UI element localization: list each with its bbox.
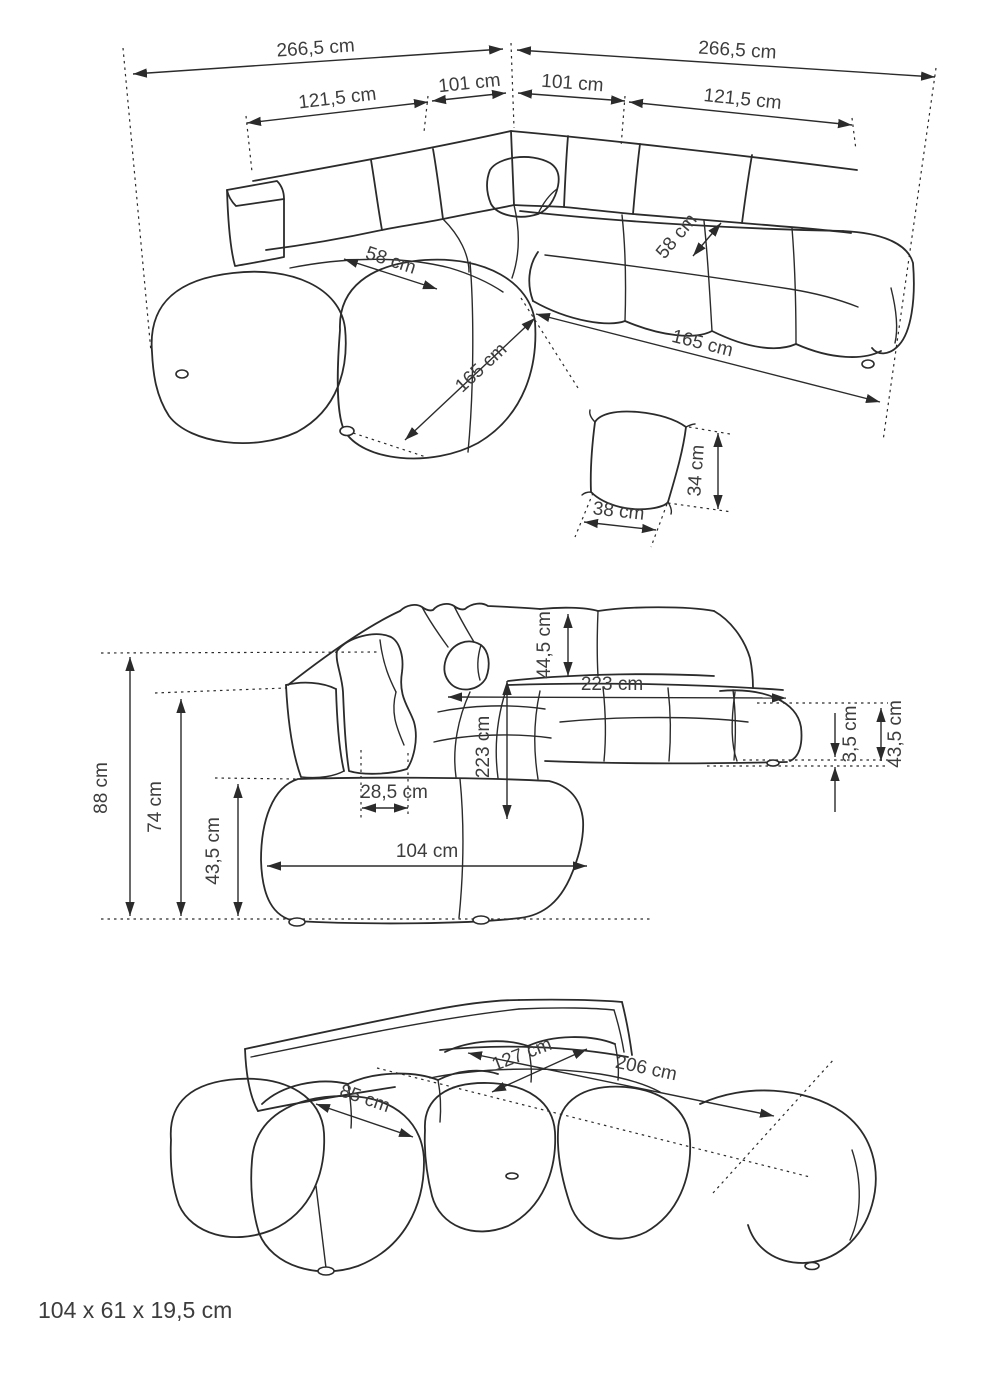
dim-top-total-width-right <box>517 38 935 77</box>
dim-label: 101 cm <box>540 70 605 97</box>
dim-label: 28,5 cm <box>360 782 428 803</box>
dim-front-back-cushion-height <box>534 611 568 679</box>
front-view <box>91 604 906 926</box>
dim-label: 121,5 cm <box>702 85 783 114</box>
dim-label: 165 cm <box>451 339 512 397</box>
dim-label: 223 cm <box>580 674 644 695</box>
sofa-leg <box>506 1173 518 1179</box>
backrest-bottom-edge <box>266 205 851 250</box>
dim-top-front-length-right <box>536 314 880 402</box>
dim-top-total-width-left <box>133 35 503 74</box>
bottom-view <box>171 1000 876 1275</box>
dim-label: 43,5 cm <box>885 700 906 768</box>
pillow-detail <box>575 410 732 547</box>
bottom-view-guide-lines <box>377 1058 835 1193</box>
dim-top-seat-depth-left <box>344 243 437 289</box>
left-armrest <box>227 181 284 266</box>
dim-front-seat-height-left <box>203 784 238 916</box>
top-view <box>123 35 936 547</box>
dim-label: 127 cm <box>489 1033 555 1076</box>
sofa-leg <box>862 360 874 368</box>
dim-label: 88 cm <box>91 762 112 814</box>
dim-bottom-seat-width <box>316 1080 413 1137</box>
dim-label: 3,5 cm <box>840 705 861 763</box>
sofa-leg <box>340 427 354 436</box>
dim-top-back-right-inner <box>518 71 625 101</box>
dim-label: 43,5 cm <box>203 817 224 885</box>
front-pillow <box>444 641 488 689</box>
dim-label: 223 cm <box>473 715 494 779</box>
dim-front-leg-clearance <box>835 705 861 812</box>
dim-label: 101 cm <box>437 69 502 98</box>
dim-label: 34 cm <box>684 444 709 498</box>
dim-front-total-height <box>91 657 130 916</box>
sofa-leg <box>289 918 305 926</box>
front-armrest <box>286 683 344 777</box>
dim-pillow-width <box>584 498 656 530</box>
sofa-leg <box>805 1263 819 1270</box>
sofa-leg <box>176 370 188 378</box>
dim-bottom-bed-width <box>489 1034 587 1092</box>
dim-label: 58 cm <box>362 242 419 279</box>
dim-label: 38 cm <box>591 498 646 525</box>
bottom-view-sofa-drawing <box>171 1000 876 1275</box>
dim-label: 266,5 cm <box>697 37 778 64</box>
dim-label: 58 cm <box>652 209 702 264</box>
footer-dimensions-text: 104 x 61 x 19,5 cm <box>38 1297 233 1323</box>
dim-label: 74 cm <box>145 781 166 833</box>
top-view-sofa-drawing <box>152 131 914 458</box>
dim-top-seat-depth-right <box>652 210 721 263</box>
dim-top-back-left-inner <box>432 70 506 101</box>
right-armrest <box>843 231 914 353</box>
dim-label: 266,5 cm <box>275 35 356 62</box>
dim-front-back-cushion-depth <box>360 782 428 808</box>
dim-front-module-width <box>267 841 587 866</box>
dim-label: 85 cm <box>336 1080 393 1118</box>
pillow-outline <box>591 411 686 509</box>
top-view-guide-lines <box>123 43 936 458</box>
side-backrest-cushion <box>337 634 416 774</box>
dim-label: 121,5 cm <box>297 83 378 114</box>
dim-pillow-height <box>684 433 718 509</box>
dim-top-back-left-outer <box>247 84 428 123</box>
dim-top-back-right-outer <box>629 85 852 125</box>
dim-front-backrest-height <box>145 699 181 916</box>
front-right-armrest <box>720 690 802 761</box>
dim-front-seat-height-right <box>881 700 906 768</box>
dim-label: 44,5 cm <box>534 611 555 679</box>
dim-label: 206 cm <box>613 1051 679 1086</box>
dim-label: 165 cm <box>669 325 736 362</box>
backrest-top-edge <box>253 131 857 181</box>
dim-label: 104 cm <box>395 841 459 862</box>
sofa-leg <box>767 760 779 766</box>
sofa-leg <box>318 1267 334 1275</box>
sofa-leg <box>473 916 489 924</box>
